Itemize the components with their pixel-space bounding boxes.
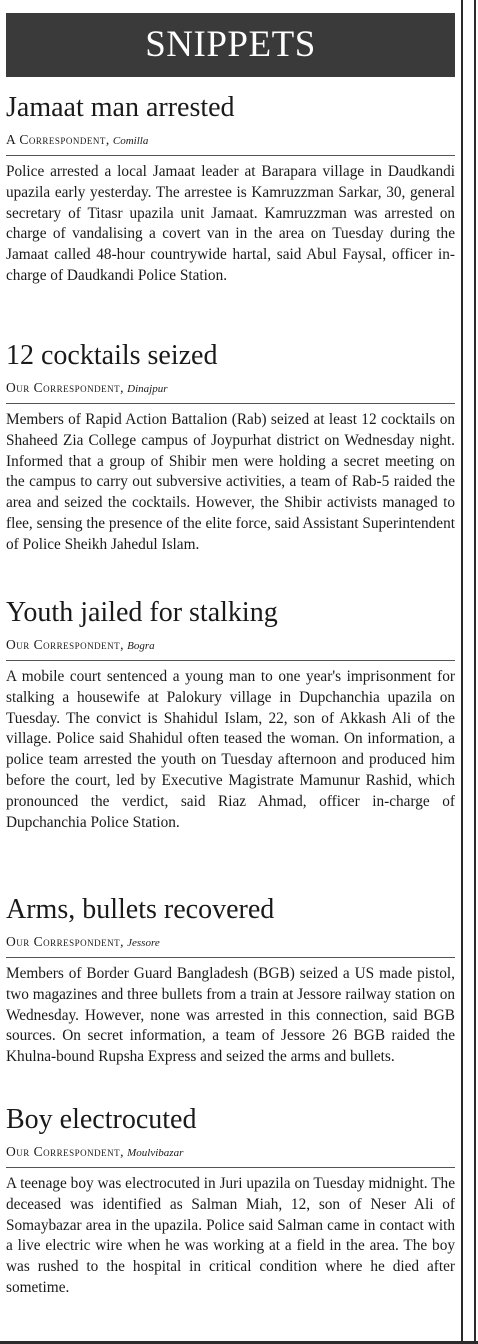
story-12-cocktails-seized	[6, 336, 455, 593]
story-headline: 12 cocktails seized	[6, 340, 218, 371]
story-byline	[6, 930, 455, 958]
story-body: Members of Border Guard Bangladesh (BGB) seized a US made pistol, two magazines and three bullets from a train at Jessore railway station on Wednesday. However, none was arrested in this connection, said BGB sources. On secret information, a team of Jessore 26 BGB raided the Khulna-bound Rupsha Express and seized the arms and bullets.	[6, 965, 455, 1066]
story-jamaat-man-arrested	[6, 88, 455, 336]
byline-place: Moulvibazar	[127, 1147, 184, 1159]
byline-correspondent: A Correspondent,	[6, 132, 110, 147]
byline-place: Bogra	[127, 640, 155, 652]
story-headline: Arms, bullets recovered	[6, 894, 275, 925]
story-headline: Jamaat man arrested	[6, 92, 235, 123]
byline-place: Jessore	[127, 937, 160, 949]
byline-correspondent: Our Correspondent,	[6, 1144, 125, 1159]
story-youth-jailed-for-stalking	[6, 593, 455, 890]
story-headline: Boy electrocuted	[6, 1104, 197, 1135]
story-byline	[6, 376, 455, 404]
story-byline	[6, 633, 455, 661]
story-body: A mobile court sentenced a young man to one year's imprisonment for stalking a housewife at Palokury village in Dupchanchia upazila on Tuesday. The convict is Shahidul Islam, 22, son of Akkash Ali of the village. Police said Shahidul often teased the woman. On information, a police team arrested the youth on Tuesday afternoon and produced him before the court, led by Executive Magistrate Mamunur Rashid, which pronounced the verdict, said Riaz Ahmad, officer in-charge of Dupchanchia Police Station.	[6, 668, 455, 831]
byline-correspondent: Our Correspondent,	[6, 934, 125, 949]
page-border-right	[474, 0, 476, 1344]
stories-column	[6, 88, 455, 1299]
section-banner: SNIPPETS	[6, 13, 455, 77]
story-byline	[6, 128, 455, 156]
story-arms-bullets-recovered	[6, 890, 455, 1100]
column-rule	[461, 0, 463, 1344]
byline-place: Dinajpur	[127, 383, 168, 395]
story-body: A teenage boy was electrocuted in Juri upazila on Tuesday midnight. The deceased was identified as Salman Miah, 12, son of Neser Ali of Somaybazar area in the upazila. Police said Salman came in contact with a live electric wire when he was working at a field in the area. The boy was rushed to the hospital in critical condition where he died after sometime.	[6, 1175, 455, 1296]
story-body: Police arrested a local Jamaat leader at Barapara village in Daudkandi upazila early yesterday. The arrestee is Kamruzzman Sarkar, 30, general secretary of Titasr upazila unit Jamaat. Kamruzzman was arrested on charge of vandalising a covert van in the area on Tuesday during the Jamaat called 48-hour countrywide hartal, said Abul Faysal, officer in-charge of Daudkandi Police Station.	[6, 163, 455, 284]
byline-place: Comilla	[112, 135, 149, 147]
story-byline	[6, 1140, 455, 1168]
byline-correspondent: Our Correspondent,	[6, 637, 125, 652]
story-headline: Youth jailed for stalking	[6, 597, 278, 628]
byline-correspondent: Our Correspondent,	[6, 380, 125, 395]
story-boy-electrocuted	[6, 1100, 455, 1299]
story-body: Members of Rapid Action Battalion (Rab) seized at least 12 cocktails on Shaheed Zia College campus of Joypurhat district on Wednesday night. Informed that a group of Shibir men were holding a secret meeting on the campus to carry out subversive activities, a team of Rab-5 raided the area and seized the cocktails. However, the Shibir activists managed to flee, sensing the presence of the elite force, said Assistant Superintendent of Police Sheikh Jahedul Islam.	[6, 411, 455, 553]
